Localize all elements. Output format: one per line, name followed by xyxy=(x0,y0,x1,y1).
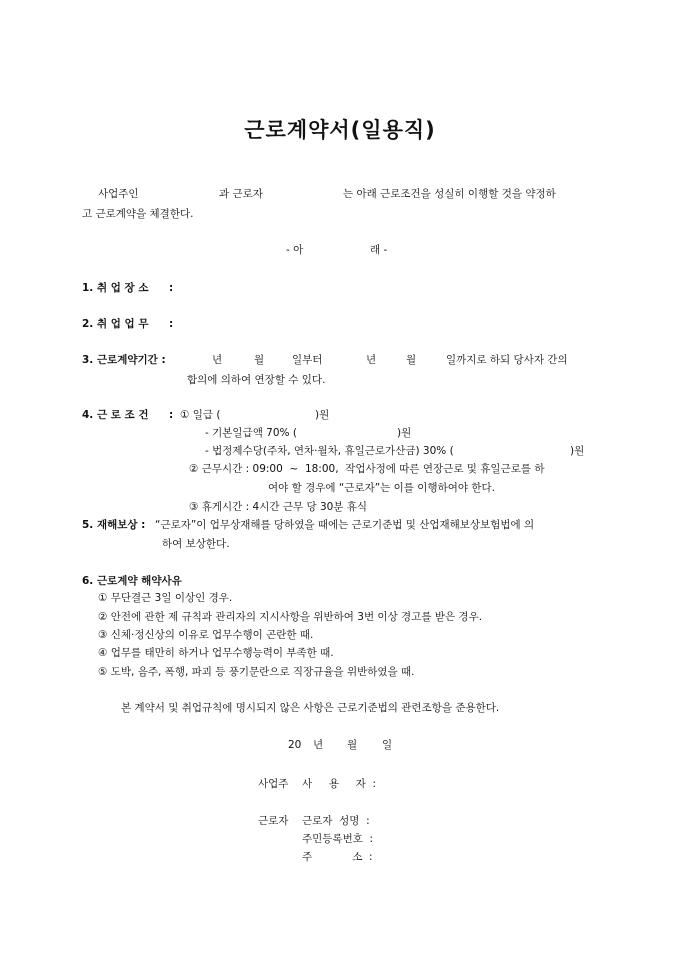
section-4-colon: : xyxy=(169,409,174,421)
period-start-day: 일부터 xyxy=(292,354,323,366)
period-end-text: 일까지로 하되 당사자 간의 xyxy=(446,354,568,366)
page-title: 근로계약서(일용직) xyxy=(244,118,436,142)
section-1-colon: : xyxy=(169,282,174,294)
section-2-colon: : xyxy=(169,318,174,330)
intro-text-line1: 는 아래 근로조건을 성실히 이행할 것을 약정하 xyxy=(343,188,556,200)
section-4-label: 4. 근 로 조 건 xyxy=(82,409,149,421)
allowance-label: - 법정제수당(주차, 연차·월차, 휴일근로가산금) 30% ( xyxy=(205,445,454,457)
base-wage-unit: )원 xyxy=(397,427,412,439)
intro-text-line2: 고 근로계약을 체결한다. xyxy=(82,208,194,220)
intro-worker-label: 과 근로자 xyxy=(219,188,263,200)
section-1-label: 1. 취 업 장 소 xyxy=(82,282,149,294)
date-month-unit: 월 xyxy=(347,739,358,751)
work-hours-line1: ② 근무시간 : 09:00 ~ 18:00, 작업사정에 따른 연장근로 및 휴일근로를 하 xyxy=(189,463,545,475)
employer-label: 사 용 자 : xyxy=(302,778,377,790)
closing-statement: 본 계약서 및 취업규칙에 명시되지 않은 사항은 근로기준법의 관련조항을 준용한다. xyxy=(121,702,500,714)
date-year: 20 xyxy=(288,739,302,751)
section-3-label: 3. 근로계약기간 : xyxy=(82,354,166,366)
worker-id-label: 주민등록번호 : xyxy=(302,833,374,845)
date-year-unit: 년 xyxy=(313,739,324,751)
employer-role: 사업주 xyxy=(258,778,289,790)
date-day-unit: 일 xyxy=(382,739,393,751)
section-5-label: 5. 재해보상 : xyxy=(82,519,146,531)
period-start-year: 년 xyxy=(212,354,223,366)
section-2-label: 2. 취 업 업 무 xyxy=(82,318,149,330)
compensation-line2: 하여 보상한다. xyxy=(162,538,230,550)
period-text-line2: 합의에 의하여 연장할 수 있다. xyxy=(187,374,326,386)
worker-name-label: 근로자 성명 : xyxy=(302,815,370,827)
termination-item: ③ 신체·정신상의 이유로 업무수행이 곤란한 때. xyxy=(98,629,314,641)
termination-item: ④ 업무를 태만히 하거나 업무수행능력이 부족한 때. xyxy=(98,647,334,659)
section-6-label: 6. 근로계약 해약사유 xyxy=(82,575,182,587)
rest-time: ③ 휴게시간 : 4시간 근무 당 30분 휴식 xyxy=(189,501,368,513)
worker-role: 근로자 xyxy=(258,815,289,827)
period-end-year: 년 xyxy=(366,354,377,366)
period-end-month: 월 xyxy=(406,354,417,366)
termination-item: ① 무단결근 3일 이상인 경우. xyxy=(98,592,233,604)
termination-item: ⑤ 도박, 음주, 폭행, 파괴 등 풍기문란으로 직장규율을 위반하였을 때. xyxy=(98,666,415,678)
daily-wage-unit: )원 xyxy=(315,409,330,421)
below-heading-right: 래 - xyxy=(370,244,388,256)
period-start-month: 월 xyxy=(254,354,265,366)
termination-item: ② 안전에 관한 제 규칙과 관리자의 지시사항을 위반하여 3번 이상 경고를 받은 경우. xyxy=(98,611,483,623)
worker-address-label: 주 소 : xyxy=(302,851,373,863)
below-heading-left: - 아 xyxy=(286,244,304,256)
base-wage-label: - 기본일급액 70% ( xyxy=(205,427,297,439)
compensation-line1: “근로자”이 업무상재해를 당하였을 때에는 근로기준법 및 산업재해보상보험법에 의 xyxy=(155,519,535,531)
work-hours-line2: 여야 할 경우에 “근로자”는 이를 이행하여야 한다. xyxy=(268,482,495,494)
daily-wage-label: ① 일급 ( xyxy=(180,409,221,421)
allowance-unit: )원 xyxy=(570,445,585,457)
intro-employer-label: 사업주인 xyxy=(98,188,139,200)
